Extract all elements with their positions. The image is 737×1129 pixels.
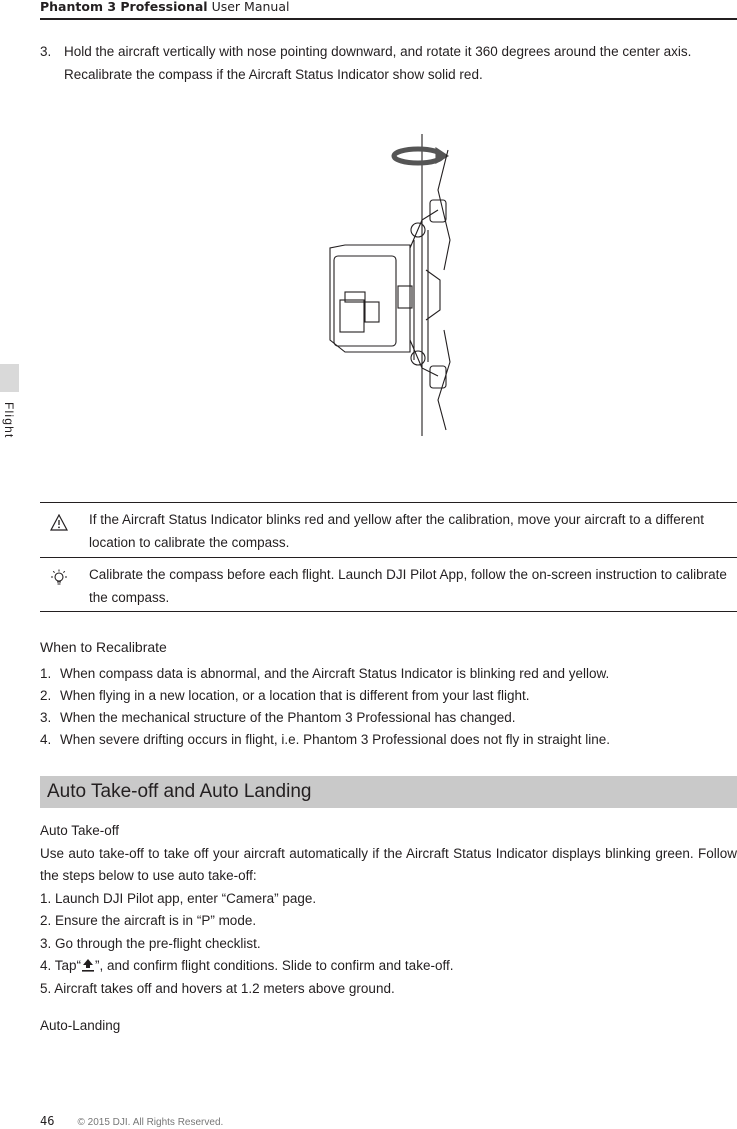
warning-icon — [50, 514, 68, 532]
propeller-bottom — [438, 330, 450, 430]
auto-landing-heading: Auto-Landing — [40, 1018, 121, 1033]
recalibrate-heading: When to Recalibrate — [40, 639, 167, 655]
header-product: Phantom 3 Professional — [40, 0, 208, 14]
note-divider-top — [40, 502, 737, 503]
takeoff-step-5: 5. Aircraft takes off and hovers at 1.2 meters above ground. — [40, 980, 395, 996]
motor-bottom — [430, 366, 446, 388]
aircraft-rotation-illustration — [310, 130, 480, 438]
calibration-step-3 — [40, 40, 737, 86]
step-text: Hold the aircraft vertically with nose pointing downward, and rotate it 360 degrees around the center axis. Recalibrate the compass if the Aircraft Status Indicator show solid red. — [64, 44, 692, 82]
header-doc-type: User Manual — [211, 0, 290, 14]
page-header — [40, 0, 737, 20]
note-tip — [40, 563, 737, 609]
list-item: 4. When severe drifting occurs in flight, i.e. Phantom 3 Professional does not fly in straight line. — [40, 732, 611, 747]
takeoff-step-3: 3. Go through the pre-flight checklist. — [40, 935, 261, 951]
list-item: 2. When flying in a new location, or a location that is different from your last flight. — [40, 688, 530, 703]
note-divider-bottom — [40, 611, 737, 612]
recalibrate-list — [40, 663, 737, 751]
takeoff-step-2: 2. Ensure the aircraft is in “P” mode. — [40, 913, 257, 928]
takeoff-step-4: 4. Tap“ ”, and confirm flight conditions. Slide to confirm and take-off. — [40, 958, 454, 973]
propeller-top — [438, 150, 450, 270]
section-heading-bar — [40, 776, 737, 808]
tip-bulb-icon — [50, 569, 68, 587]
note-warning — [40, 508, 737, 554]
takeoff-intro: Use auto take-off to take off your aircraft automatically if the Aircraft Status Indicator displays blinking green. Follow the steps below to use auto take-off: — [40, 845, 737, 883]
note-tip-text: Calibrate the compass before each flight. Launch DJI Pilot App, follow the on-screen instruction to calibrate the compass. — [89, 567, 727, 605]
page-footer — [40, 1115, 223, 1129]
list-item: 1. When compass data is abnormal, and the Aircraft Status Indicator is blinking red and yellow. — [40, 666, 610, 681]
takeoff-step-1: 1. Launch DJI Pilot app, enter “Camera” page. — [40, 890, 317, 906]
auto-takeoff-section — [40, 820, 737, 1000]
side-chapter-tab — [0, 364, 19, 392]
auto-takeoff-icon — [81, 958, 95, 972]
section-title: Auto Take-off and Auto Landing — [47, 781, 312, 802]
note-divider-middle — [40, 557, 737, 558]
side-chapter-label: Flight — [2, 402, 16, 439]
list-item: 3. When the mechanical structure of the Phantom 3 Professional has changed. — [40, 710, 516, 725]
note-warning-text: If the Aircraft Status Indicator blinks red and yellow after the calibration, move your aircraft to a different location to calibrate the compass. — [89, 512, 705, 550]
page-number: 46 — [40, 1114, 55, 1128]
copyright-text: © 2015 DJI. All Rights Reserved. — [77, 1117, 224, 1128]
rotation-arrow-icon — [394, 149, 442, 163]
step-number: 3. — [40, 44, 52, 59]
takeoff-heading: Auto Take-off — [40, 823, 120, 838]
